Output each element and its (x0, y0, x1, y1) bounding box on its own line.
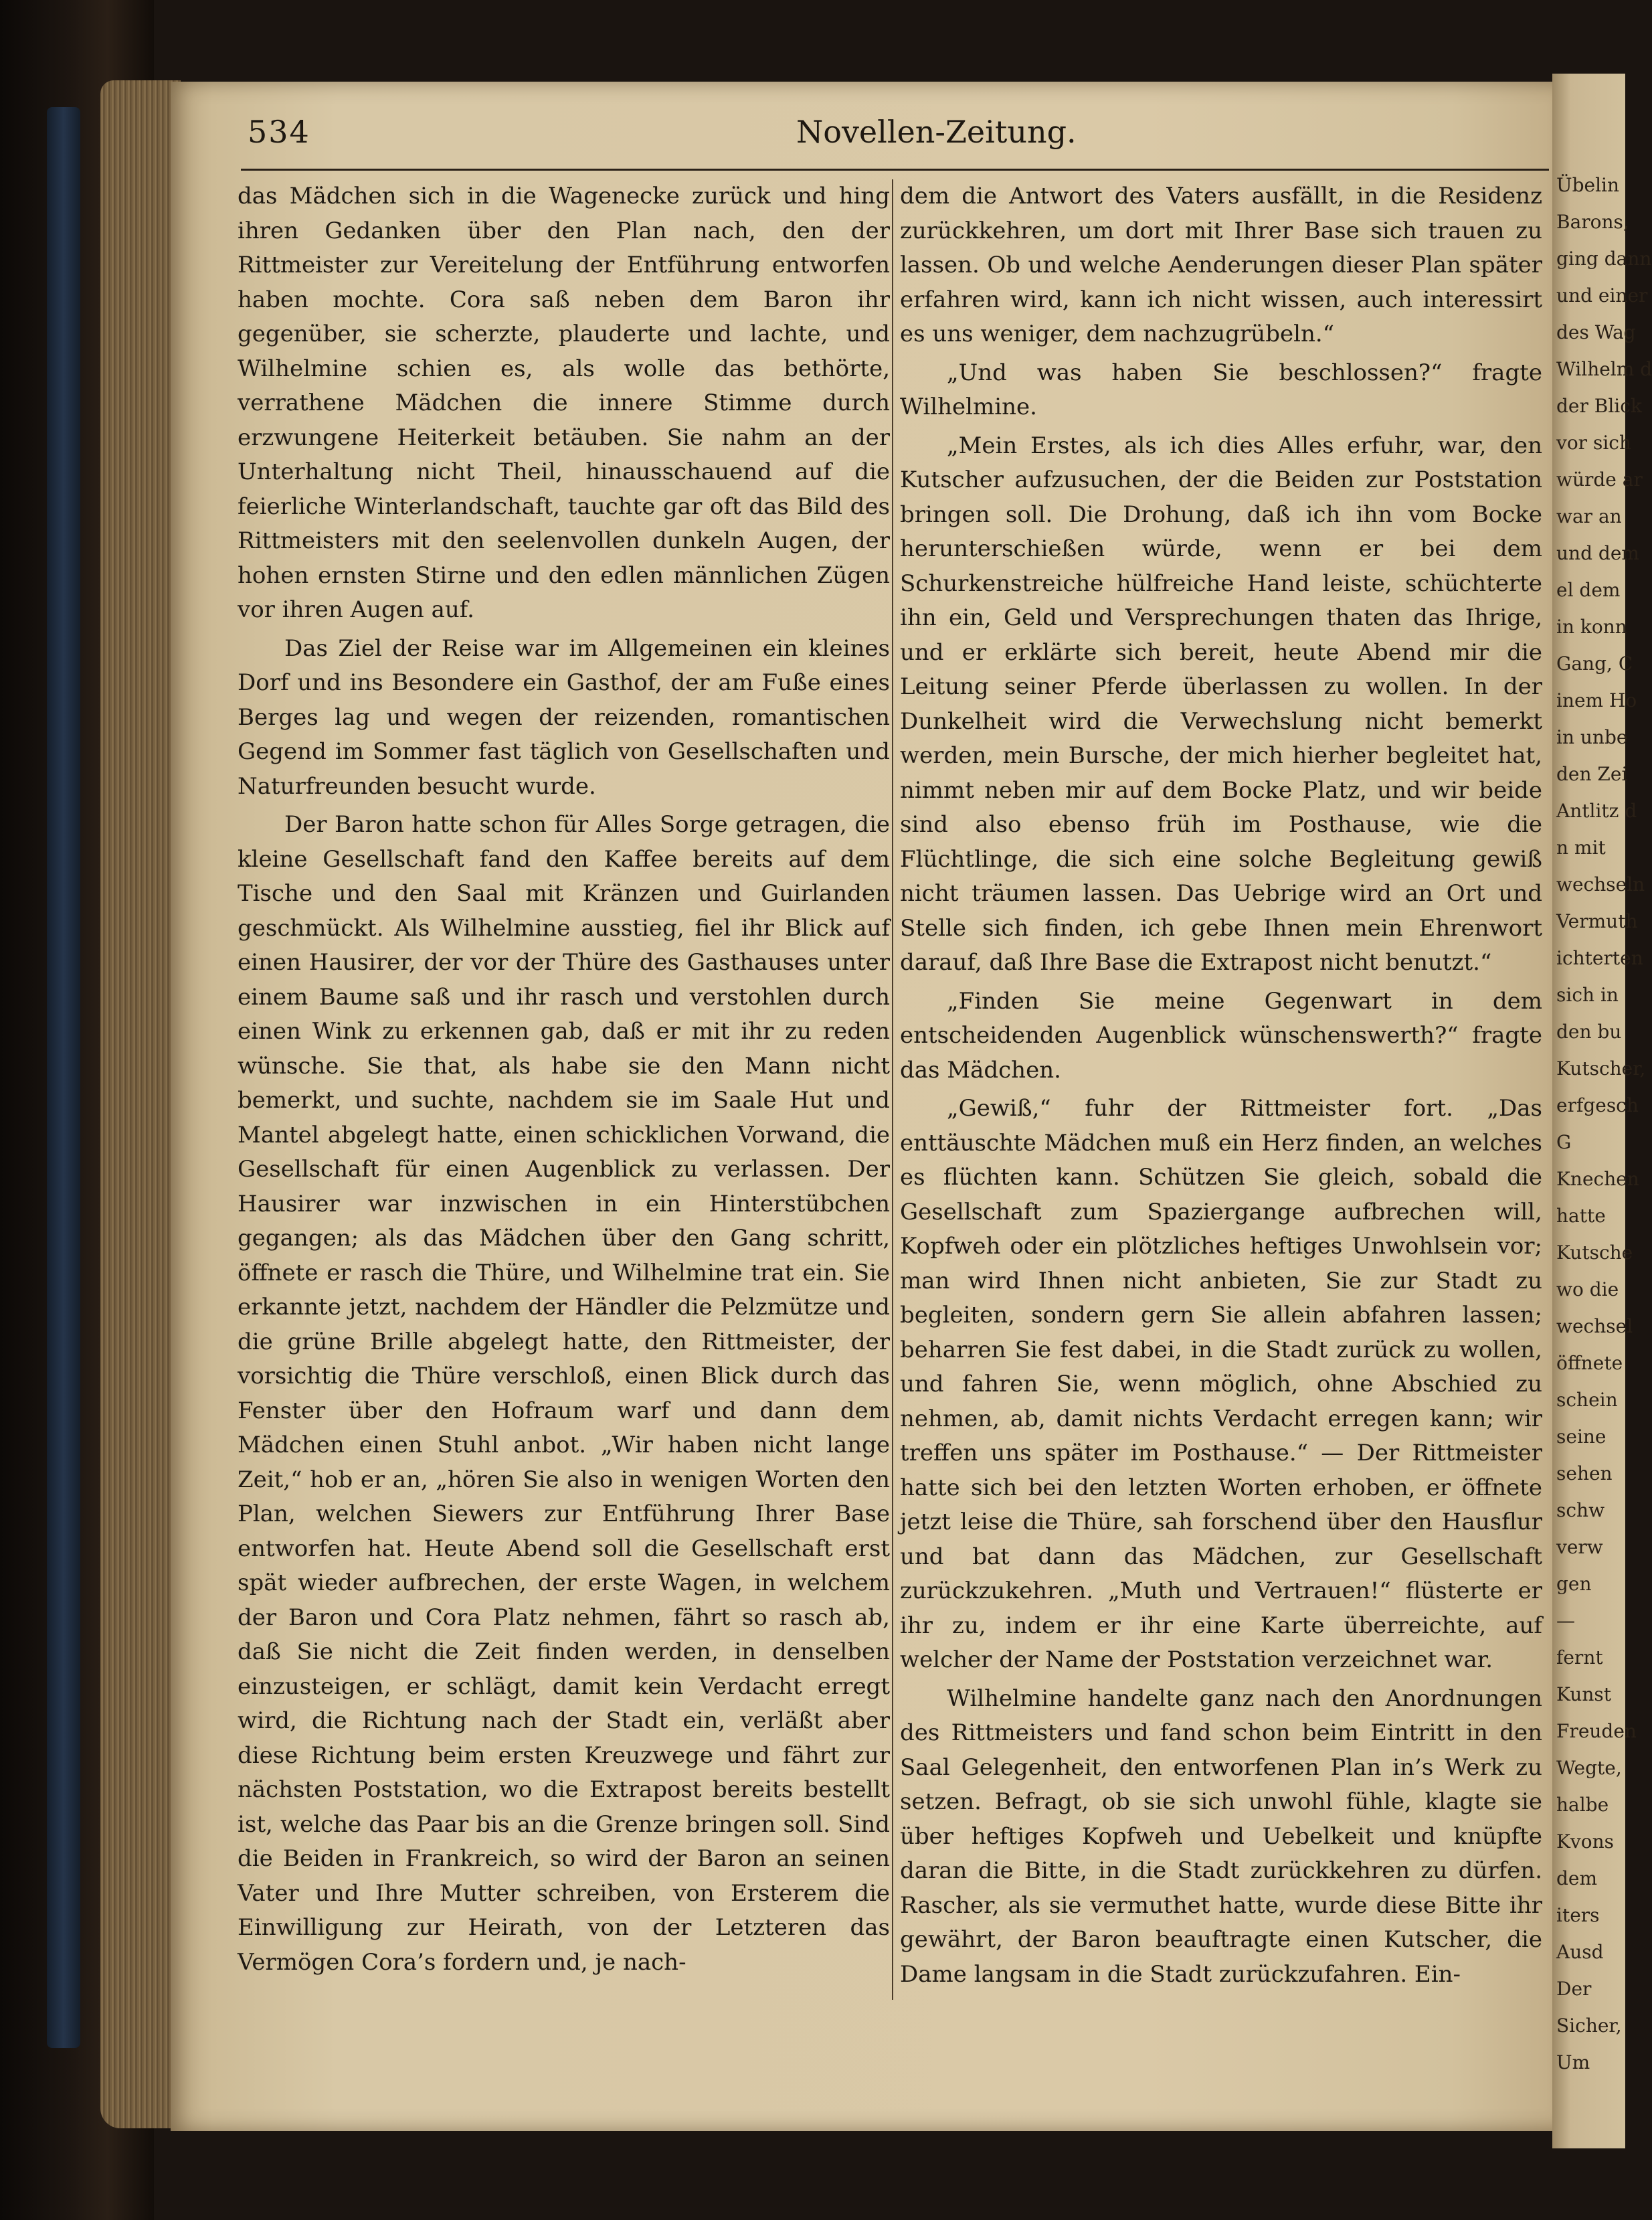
next-page-fragment: Übelin (1556, 174, 1620, 196)
next-page-fragment: schw (1556, 1499, 1605, 1521)
next-page-edge (1552, 74, 1652, 2148)
next-page-fragment: n mit (1556, 837, 1606, 859)
next-page-fragment: el dem (1556, 579, 1621, 601)
next-page-fragment: und dem (1556, 542, 1639, 564)
next-page-fragment: gen (1556, 1573, 1592, 1595)
next-page-fragment: Gang, C (1556, 653, 1633, 675)
next-page-fragment: Barons, (1556, 211, 1629, 233)
paragraph: Wilhelmine handelte ganz nach den Anordnungen des Rittmeisters und fand schon beim Eintritt in den Saal Gelegenheit, den entworfenen Plan in’s Werk zu setzen. Befragt, ob sie sich unwohl fühle, klagte sie über heftiges Kopfweh und Uebelkeit und knüpfte daran die Bitte, in die Stadt zurückkehren zu dürfen. Rascher, als sie vermuthet hatte, wurde diese Bitte ihr gewährt, der Baron beauftragte einen Kutscher, die Dame langsam in die Stadt zurückzufahren. Ein- (900, 1685, 1542, 1988)
paragraph: „Und was haben Sie beschlossen?“ fragte Wilhelmine. (900, 359, 1542, 420)
next-page-fragment: Kutsche (1556, 1242, 1633, 1264)
binding-strip (47, 107, 80, 2048)
paragraph: das Mädchen sich in die Wagenecke zurück und hing ihren Gedanken über den Plan nach, den der Rittmeister zur Vereitelung der Entführung entworfen haben mochte. Cora saß neben dem Baron ihr gegenüber, sie scherzte, plauderte und lachte, und Wilhelmine schien es, als wolle das bethörte, verrathene Mädchen die innere Stimme durch erzwungene Heiterkeit betäuben. Sie nahm an der Unterhaltung nicht Theil, hinausschauend auf die feierliche Winterlandschaft, tauchte gar oft das Bild des Rittmeisters mit den seelenvollen dunkeln Augen, der hohen ernsten Stirne und den edlen männlichen Zügen vor ihren Augen auf. (238, 183, 890, 623)
page-header (248, 114, 1532, 161)
next-page-fragment: Kunst (1556, 1683, 1611, 1705)
next-page-fragment: ichterten (1556, 947, 1643, 969)
next-page-fragment: iters (1556, 1904, 1600, 1926)
next-page-fragment: und einer (1556, 284, 1648, 307)
next-page-fragment: Der (1556, 1978, 1592, 2000)
next-page-fragment: Vermuth (1556, 910, 1638, 932)
next-page-fragment: wechseln (1556, 873, 1645, 895)
next-page-fragment: Kutscher, (1556, 1057, 1646, 1080)
next-page-fragment: öffnete (1556, 1352, 1623, 1374)
next-page-fragment: den Zei (1556, 763, 1628, 785)
next-page-fragment: Wegte, (1556, 1757, 1622, 1779)
next-page-fragment: Sicher, (1556, 2015, 1622, 2037)
next-page-fragment: Antlitz d (1556, 800, 1637, 822)
next-page-fragment: Knechen (1556, 1168, 1639, 1190)
next-page-fragment: in konn (1556, 616, 1627, 638)
next-page-fragment: in unbe (1556, 726, 1628, 748)
next-page-fragment: Ausd (1556, 1941, 1604, 1963)
left-column (238, 179, 890, 1984)
next-page-fragment: schein (1556, 1389, 1618, 1411)
next-page-fragment: fernt (1556, 1646, 1603, 1669)
next-page-fragment: inem Ho (1556, 689, 1637, 711)
next-page-fragment: Wilhelm d (1556, 358, 1652, 380)
next-page-fragment: wo die (1556, 1278, 1619, 1300)
page-edges (100, 80, 181, 2128)
next-page-fragment: sich in (1556, 984, 1619, 1006)
next-page-fragment: verw (1556, 1536, 1603, 1558)
next-page-fragment: hatte (1556, 1205, 1606, 1227)
next-page-fragment: war an (1556, 505, 1622, 527)
next-page-fragment: G (1556, 1131, 1572, 1153)
next-page-fragment: sehen (1556, 1462, 1613, 1484)
next-page-fragment: erfgesch (1556, 1094, 1639, 1116)
page-number: 534 (248, 114, 310, 150)
paragraph: „Mein Erstes, als ich dies Alles erfuhr, war, den Kutscher aufzusuchen, der die Beiden zur Poststation bringen soll. Die Drohung, daß ich ihn vom Bocke herunterschießen würde, wenn er bei dem Schurkenstreiche hülfreiche Hand leiste, schüchterte ihn ein, Geld und Versprechungen thaten das Ihrige, und er erklärte sich bereit, heute Abend mir die Leitung seiner Pferde überlassen zu wollen. In der Dunkelheit wird die Verwechslung nicht bemerkt werden, mein Bursche, der mich hierher begleitet hat, nimmt neben mir auf dem Bocke Platz, und wir beide sind also ebenso früh im Posthause, wie die Flüchtlinge, die sich eine solche Begleitung gewiß nicht träumen lassen. Das Uebrige wird an Ort und Stelle sich finden, ich gebe Ihnen mein Ehrenwort darauf, daß Ihre Base die Extrapost nicht benutzt.“ (900, 432, 1542, 976)
next-page-fragment: halbe (1556, 1794, 1609, 1816)
next-page-fragment: Freuden (1556, 1720, 1637, 1742)
next-page-fragment: Um (1556, 2051, 1590, 2073)
paragraph: Der Baron hatte schon für Alles Sorge getragen, die kleine Gesellschaft fand den Kaffee bereits auf dem Tische und den Saal mit Kränzen und Guirlanden geschmückt. Als Wilhelmine ausstieg, fiel ihr Blick auf einen Hausirer, der vor der Thüre des Gasthauses unter einem Baume saß und ihr rasch und verstohlen durch einen Wink zu erkennen gab, daß er mit ihr zu reden wünsche. Sie that, als habe sie den Mann nicht bemerkt, und suchte, nachdem sie im Saale Hut und Mantel abgelegt hatte, einen schicklichen Vorwand, die Gesellschaft für einen Augenblick zu verlassen. Der Hausirer war inzwischen in ein Hinterstübchen gegangen; als das Mädchen über den Gang schritt, öffnete er rasch die Thüre, und Wilhelmine trat ein. Sie erkannte jetzt, nachdem der Händler die Pelzmütze und die grüne Brille abgelegt hatte, den Rittmeister, der vorsichtig die Thüre verschloß, einen Blick durch das Fenster über den Hofraum warf und dann dem Mädchen einen Stuhl anbot. „Wir haben nicht lange Zeit,“ hob er an, „hören Sie also in wenigen Worten den Plan, welchen Siewers zur Entführung Ihrer Base entworfen hat. Heute Abend soll die Gesellschaft erst spät wieder aufbrechen, der erste Wagen, in welchem der Baron und Cora Platz nehmen, fährt so rasch ab, daß Sie nicht die Zeit finden werden, in denselben einzusteigen, er schlägt, damit kein Verdacht erregt wird, die Richtung nach der Stadt ein, verläßt aber diese Richtung beim ersten Kreuzwege und fährt zur nächsten Poststation, wo die Extrapost bereits bestellt ist, welche das Paar bis an die Grenze bringen soll. Sind die Beiden in Frankreich, so wird der Baron an seinen Vater und Ihre Mutter schreiben, von Ersterem die Einwilligung zur Heirath, von der Letzteren das Vermögen Cora’s fordern und, je nach- (238, 811, 890, 1976)
next-page-fragment: dem (1556, 1867, 1598, 1889)
next-page-fragment: würde ar (1556, 468, 1643, 491)
paragraph: Das Ziel der Reise war im Allgemeinen ein kleines Dorf und ins Besondere ein Gasthof, der am Fuße eines Berges lag und wegen der reizenden, romantischen Gegend im Sommer fast täglich von Gesellschaften und Naturfreunden besucht wurde. (238, 634, 890, 800)
header-rule (241, 169, 1549, 171)
next-page-fragment: seine (1556, 1426, 1607, 1448)
paragraph: dem die Antwort des Vaters ausfällt, in die Residenz zurückkehren, um dort mit Ihrer Base sich trauen zu lassen. Ob und welche Aenderungen dieser Plan später erfahren wird, kann ich nicht wissen, auch interessirt es uns weniger, dem nachzugrübeln.“ (900, 183, 1542, 347)
next-page-fragment: ging dann (1556, 248, 1652, 270)
running-title: Novellen-Zeitung. (796, 114, 1077, 150)
next-page-fragment: wechsel (1556, 1315, 1633, 1337)
right-column (900, 179, 1542, 1996)
next-page-fragment: der Blick (1556, 395, 1642, 417)
next-page-fragment: des Wag (1556, 321, 1636, 343)
next-page-fragment: — (1556, 1610, 1575, 1632)
next-page-fragment: Kvons (1556, 1830, 1614, 1853)
column-divider (892, 179, 893, 2000)
paragraph: „Finden Sie meine Gegenwart in dem entscheidenden Augenblick wünschenswerth?“ fragte das Mädchen. (900, 987, 1542, 1084)
paragraph: „Gewiß,“ fuhr der Rittmeister fort. „Das enttäuschte Mädchen muß ein Herz finden, an welches es flüchten kann. Schützen Sie gleich, sobald die Gesellschaft zum Spaziergange aufbrechen will, Kopfweh oder ein plötzliches heftiges Unwohlsein vor; man wird Ihnen nicht anbieten, Sie zur Stadt zu begleiten, sondern gern Sie allein abfahren lassen; beharren Sie fest dabei, in die Stadt zurück zu wollen, und fahren Sie, wenn möglich, ohne Abschied zu nehmen, ab, damit nichts Verdacht erregen kann; wir treffen uns später im Posthause.“ — Der Rittmeister hatte sich bei den letzten Worten erhoben, er öffnete jetzt leise die Thüre, sah forschend über den Hausflur und bat dann das Mädchen, zur Gesellschaft zurückzukehren. „Muth und Vertrauen!“ flüsterte er ihr zu, indem er ihr eine Karte überreichte, auf welcher der Name der Poststation verzeichnet war. (900, 1095, 1542, 1673)
next-page-fragment: den bu (1556, 1021, 1622, 1043)
next-page-fragment: vor sich (1556, 432, 1631, 454)
